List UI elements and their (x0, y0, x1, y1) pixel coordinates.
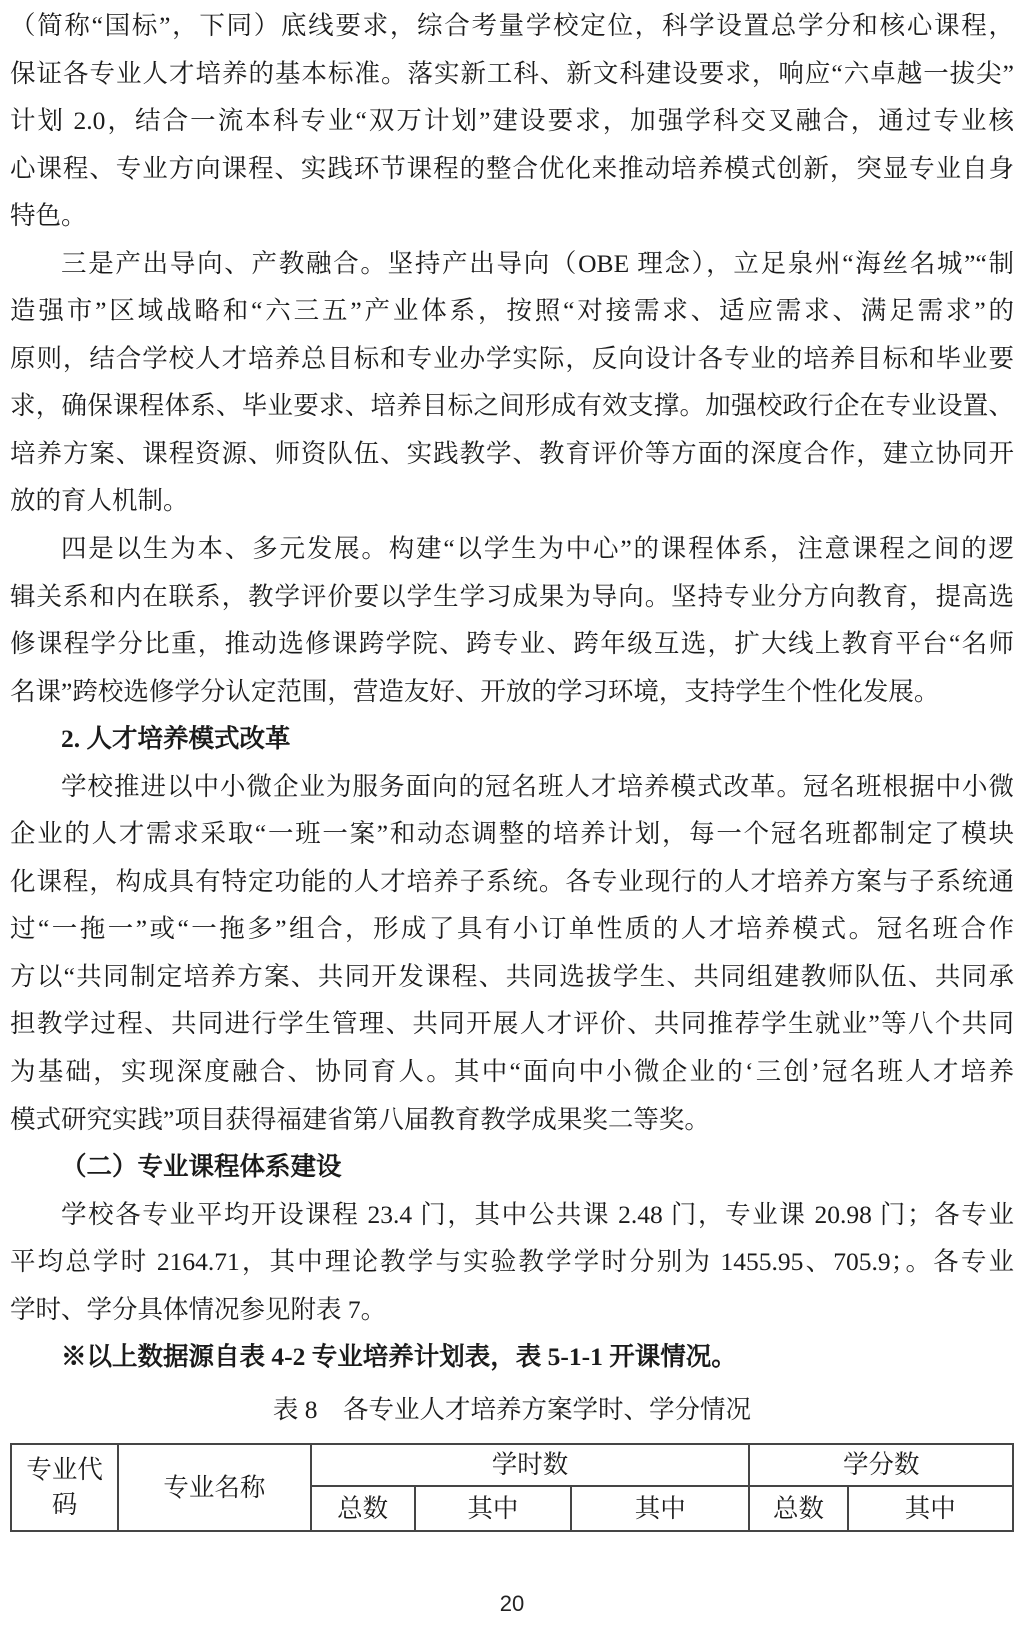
text-line: 学校各专业平均开设课程 23.4 门，其中公共课 2.48 门，专业课 20.98 门；各专业 (61, 1199, 1014, 1229)
text-line: 原则，结合学校人才培养总目标和专业办学实际，反向设计各专业的培养目标和毕业要 (10, 343, 1014, 373)
table-8 (10, 1443, 1014, 1532)
text-line: 培养方案、课程资源、师资队伍、实践教学、教育评价等方面的深度合作，建立协同开 (10, 438, 1014, 468)
table-header-hours-total: 总数 (311, 1486, 415, 1531)
text-line: 四是以生为本、多元发展。构建“以学生为中心”的课程体系，注意课程之间的逻 (61, 534, 1014, 564)
text-line: 特色。 (10, 201, 87, 231)
section-heading: 2. 人才培养模式改革 (61, 724, 291, 754)
text-line: 名课”跨校选修学分认定范围，营造友好、开放的学习环境，支持学生个性化发展。 (10, 676, 940, 706)
text-line: 计划 2.0，结合一流本科专业“双万计划”建设要求，加强学科交叉融合，通过专业核 (10, 106, 1014, 136)
data-source-note: ※以上数据源自表 4-2 专业培养计划表，表 5-1-1 开课情况。 (61, 1342, 737, 1372)
text-line: 心课程、专业方向课程、实践环节课程的整合优化来推动培养模式创新，突显专业自身 (10, 153, 1014, 183)
table-header-group-credits: 学分数 (749, 1444, 1013, 1486)
text-line: 过“一拖一”或“一拖多”组合，形成了具有小订单性质的人才培养模式。冠名班合作 (10, 914, 1014, 944)
text-line: 三是产出导向、产教融合。坚持产出导向（OBE 理念），立足泉州“海丝名城”“制 (61, 248, 1014, 278)
text-line: 修课程学分比重，推动选修课跨学院、跨专业、跨年级互选，扩大线上教育平台“名师 (10, 629, 1014, 659)
text-line: 化课程，构成具有特定功能的人才培养子系统。各专业现行的人才培养方案与子系统通 (10, 866, 1014, 896)
table-header-major-name: 专业名称 (118, 1444, 310, 1531)
table-header-major-code: 专业代码 (11, 1444, 118, 1531)
page-number: 20 (499, 1591, 525, 1616)
table-header-group-hours: 学时数 (311, 1444, 750, 1486)
table-header-hours-of-which-1: 其中 (415, 1486, 571, 1531)
text-line: 企业的人才需求采取“一班一案”和动态调整的培养计划，每一个冠名班都制定了模块 (10, 819, 1014, 849)
text-line: 放的育人机制。 (10, 486, 189, 516)
table-header-credits-total: 总数 (749, 1486, 847, 1531)
text-line: 担教学过程、共同进行学生管理、共同开展人才评价、共同推荐学生就业”等八个共同 (10, 1009, 1014, 1039)
text-line: （简称“国标”，下同）底线要求，综合考量学校定位，科学设置总学分和核心课程， (10, 11, 1014, 40)
text-line: 学校推进以中小微企业为服务面向的冠名班人才培养模式改革。冠名班根据中小微 (61, 771, 1014, 801)
text-block (10, 2, 1014, 1381)
table-header-credits-of-which: 其中 (848, 1486, 1013, 1531)
text-line: 辑关系和内在联系，教学评价要以学生学习成果为导向。坚持专业分方向教育，提高选 (10, 581, 1014, 611)
text-line: 学时、学分具体情况参见附表 7。 (10, 1294, 387, 1324)
table-header-hours-of-which-2: 其中 (571, 1486, 749, 1531)
text-line: 保证各专业人才培养的基本标准。落实新工科、新文科建设要求，响应“六卓越一拔尖” (10, 58, 1014, 88)
text-line: 平均总学时 2164.71，其中理论教学与实验教学学时分别为 1455.95、705.9；。各专业 (10, 1247, 1014, 1277)
section-heading: （二）专业课程体系建设 (61, 1152, 342, 1182)
table-caption: 表 8 各专业人才培养方案学时、学分情况 (272, 1394, 752, 1424)
text-line: 求，确保课程体系、毕业要求、培养目标之间形成有效支撑。加强校政行企在专业设置、 (10, 391, 1014, 421)
text-line: 模式研究实践”项目获得福建省第八届教育教学成果奖二等奖。 (10, 1104, 710, 1134)
text-line: 方以“共同制定培养方案、共同开发课程、共同选拔学生、共同组建教师队伍、共同承 (10, 961, 1014, 991)
text-line: 为基础，实现深度融合、协同育人。其中“面向中小微企业的‘三创’冠名班人才培养 (10, 1057, 1014, 1087)
text-line: 造强市”区域战略和“六三五”产业体系，按照“对接需求、适应需求、满足需求”的 (10, 296, 1014, 326)
